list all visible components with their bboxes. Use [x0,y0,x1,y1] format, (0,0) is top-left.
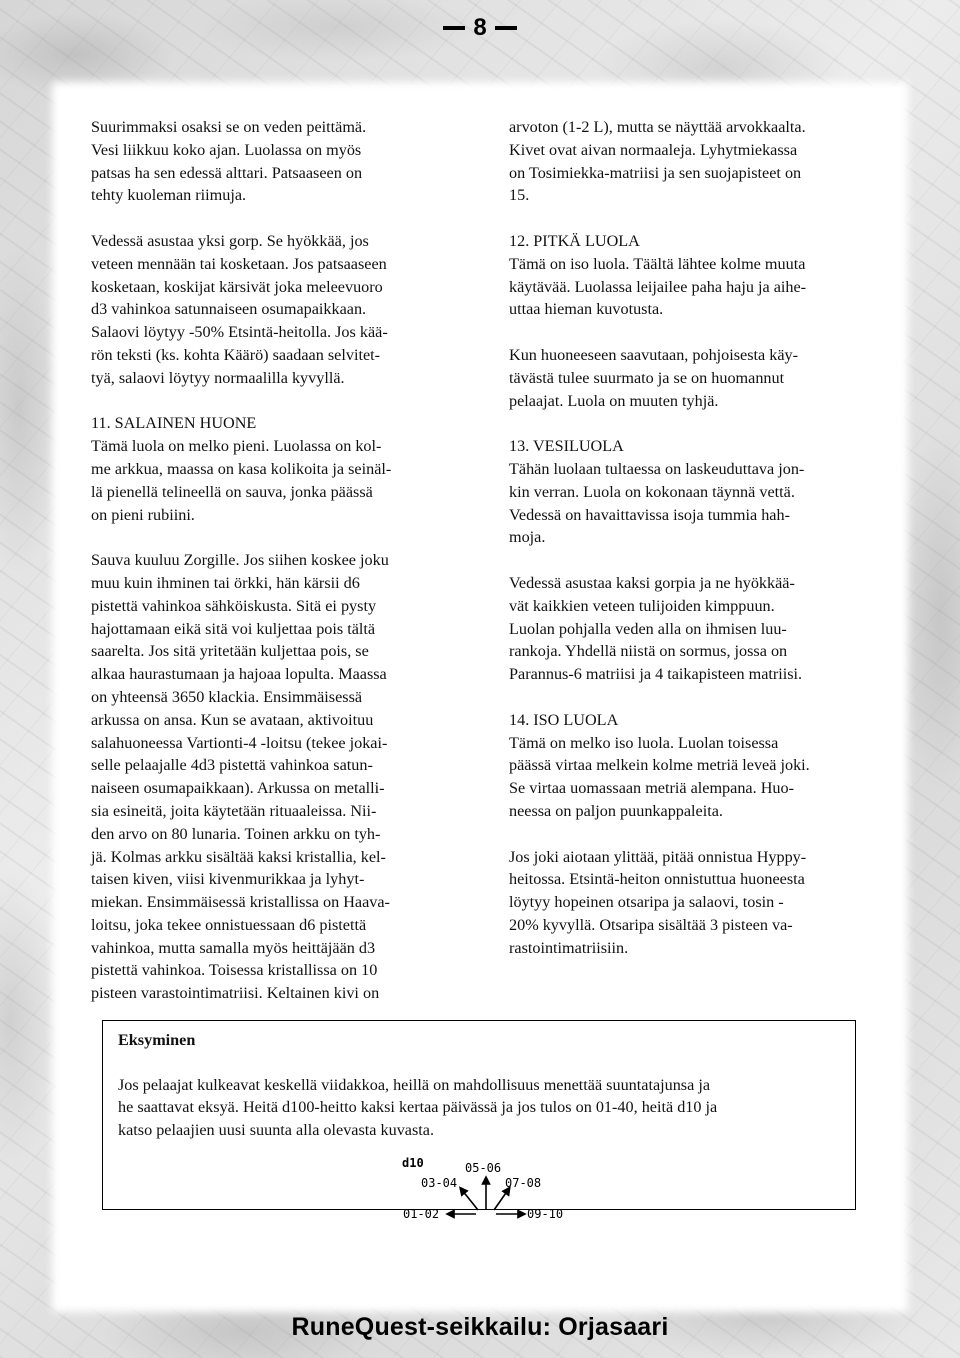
page-number-right-dash [495,26,517,30]
text-line: veteen mennään tai kosketaan. Jos patsaaseen [91,254,387,273]
paragraph [509,572,894,686]
direction-diagram [398,1152,578,1224]
text-line: pelaajat. Luola on muuten tyhjä. [509,391,719,410]
text-line: Tämä on melko iso luola. Luolan toisessa [509,733,779,752]
text-line: Kun huoneeseen saavutaan, pohjoisesta käy- [509,345,799,364]
text-line: Tähän luolaan tultaessa on laskeuduttava jon- [509,459,805,478]
text-line: 15. [509,186,530,205]
diagram-label-upper-left: 03-04 [421,1176,458,1190]
text-line: Vedessä on havaittavissa isoja tummia hah- [509,505,790,524]
text-line: saarelta. Jos sitä yritetään kuljettaa pois, se [91,642,369,661]
text-line: Tämä on iso luola. Täältä lähtee kolme muuta [509,254,806,273]
text-line: naiseen osumapaikkaan). Arkussa on metalli- [91,779,385,798]
sidebar-title: Eksyminen [118,1031,196,1049]
diagram-label-upper-right: 07-08 [505,1176,542,1190]
text-line: d3 vahinkoa satunnaiseen osumapaikkaan. [91,300,367,319]
text-line: Parannus-6 matriisi ja 4 taikapisteen matriisi. [509,665,803,684]
paragraph [509,846,894,960]
text-line: kosketaan, koskijat kärsivät joka meleevuoro [91,277,383,296]
diagram-label-lower-right: 09-10 [527,1207,564,1221]
text-line: pisteen varastointimatriisi. Keltainen kivi on [91,984,380,1003]
text-line: 20% kyvyllä. Otsaripa sisältää 3 pisteen va- [509,915,793,934]
text-line: 14. ISO LUOLA [509,710,619,729]
paragraph [91,230,471,390]
text-line: 12. PITKÄ LUOLA [509,231,640,250]
text-line: päässä virtaa melkein kolme metriä leveä joki. [509,756,810,775]
text-line: Vedessä asustaa yksi gorp. Se hyökkää, jos [91,231,369,250]
sidebar-text [118,1074,840,1142]
diagram-label-lower-left: 01-02 [403,1207,440,1221]
text-line: me arkkua, maassa on kasa kolikoita ja seinäl- [91,459,392,478]
text-line: patsas ha sen edessä alttari. Patsaaseen on [91,163,363,182]
paragraph [91,412,471,526]
text-line: Salaovi löytyy -50% Etsintä-heitolla. Jos kää- [91,323,388,342]
left-column [91,116,471,1028]
diagram-title: d10 [402,1156,424,1170]
diagram-label-top: 05-06 [465,1161,502,1175]
sidebar-line: he saattavat eksyä. Heitä d100-heitto kaksi kertaa päivässä ja jos tulos on 01-40, heitä d10 ja [118,1098,718,1117]
text-line: lä pienellä telineellä on sauva, jonka päässä [91,482,373,501]
text-line: vahinkoa, mutta samalla myös heittäjään d3 [91,938,376,957]
text-line: rastointimatriisiin. [509,938,629,957]
text-line: Jos joki aiotaan ylittää, pitää onnistua Hyppy- [509,847,807,866]
text-line: Vedessä asustaa kaksi gorpia ja ne hyökkää- [509,573,795,592]
text-line: loitsu, joka tekee onnistuessaan d6 pistettä [91,915,367,934]
text-line: rön teksti (ks. kohta Käärö) saadaan selvitet- [91,345,381,364]
paragraph [91,116,471,207]
text-line: löytyy hopeinen otsaripa ja salaovi, tosin - [509,893,784,912]
text-line: 11. SALAINEN HUONE [91,414,257,433]
page-number-value: 8 [473,14,487,41]
text-line: Suurimmaksi osaksi se on veden peittämä. [91,118,367,136]
text-line: alkaa haurastumaan ja hajoaa lopulta. Maassa [91,665,387,684]
paragraph [509,116,894,207]
page-number-left-dash [443,26,465,30]
sidebar-line: Jos pelaajat kulkeavat keskellä viidakkoa, heillä on mahdollisuus menettää suuntatajunsa ja [118,1075,711,1094]
text-line: taisen kiven, viisi kivenmurikkaa ja lyhyt- [91,870,365,889]
text-line: käytävää. Luolassa leijailee paha haju ja aihe- [509,277,807,296]
text-line: on yhteensä 3650 klackia. Ensimmäisessä [91,687,363,706]
paragraph [509,230,894,321]
sidebar-line: katso pelaajien uusi suunta alla olevasta kuvasta. [118,1120,435,1139]
text-line: Luolan pohjalla veden alla on ihmisen luu- [509,619,787,638]
text-line: pistettä vahinkoa. Toisessa kristallissa on 10 [91,961,378,980]
text-line: vät kaikkien veteen tulijoiden kimppuun. [509,596,775,615]
text-line: tyä, salaovi löytyy normaalilla kyvyllä. [91,368,345,387]
text-line: salahuoneessa Vartionti-4 -loitsu (tekee jokai- [91,733,388,752]
paragraph [91,549,471,1005]
text-line: Se virtaa uomassaan metriä alempana. Huo- [509,779,794,798]
paragraph [509,435,894,549]
text-line: tävästä tulee suurmato ja se on huomannut [509,368,785,387]
text-line: moja. [509,528,546,547]
text-line: uttaa hieman kuvotusta. [509,300,664,319]
text-line: Tämä luola on melko pieni. Luolassa on kol- [91,437,382,456]
text-line: pistettä vahinkoa sähköiskusta. Sitä ei pysty [91,596,377,615]
text-line: kin verran. Luola on kokonaan täynnä vettä. [509,482,795,501]
text-line: arkussa on ansa. Kun se avataan, aktivoituu [91,710,374,729]
text-line: den arvo on 80 lunaria. Toinen arkku on tyh- [91,824,381,843]
text-line: Sauva kuuluu Zorgille. Jos siihen koskee joku [91,551,389,570]
text-line: neessa on paljon puunkappaleita. [509,801,723,820]
text-line: arvoton (1-2 L), mutta se näyttää arvokkaalta. [509,118,806,136]
text-line: Kivet ovat aivan normaaleja. Lyhytmiekassa [509,140,798,159]
text-line: heitossa. Etsintä-heiton onnistuttua huoneesta [509,870,805,889]
paragraph [509,344,894,412]
text-line: tehty kuoleman riimuja. [91,186,247,205]
text-line: Vesi liikkuu koko ajan. Luolassa on myös [91,140,362,159]
text-line: sia esineitä, joita käytetään rituaaleissa. Nii- [91,801,377,820]
text-line: on Tosimiekka-matriisi ja sen suojapisteet on [509,163,802,182]
text-line: muu kuin ihminen tai örkki, hän kärsii d6 [91,573,360,592]
text-line: selle pelaajalle 4d3 pistettä vahinkoa satun- [91,756,373,775]
text-line: miekan. Ensimmäisessä kristallissa on Haava- [91,893,390,912]
page-number [430,14,530,42]
right-column [509,116,894,982]
footer-title: RuneQuest-seikkailu: Orjasaari [291,1313,669,1341]
arrow-up-right [494,1190,508,1210]
text-line: on pieni rubiini. [91,505,195,524]
arrow-up-left [462,1190,478,1210]
paragraph [509,709,894,823]
text-line: hajottamaan eikä sitä voi kuljettaa pois tältä [91,619,376,638]
text-line: rankoja. Yhdellä niistä on sormus, jossa on [509,642,788,661]
text-line: jä. Kolmas arkku sisältää kaksi kristallia, kel- [91,847,386,866]
text-line: 13. VESILUOLA [509,437,624,456]
